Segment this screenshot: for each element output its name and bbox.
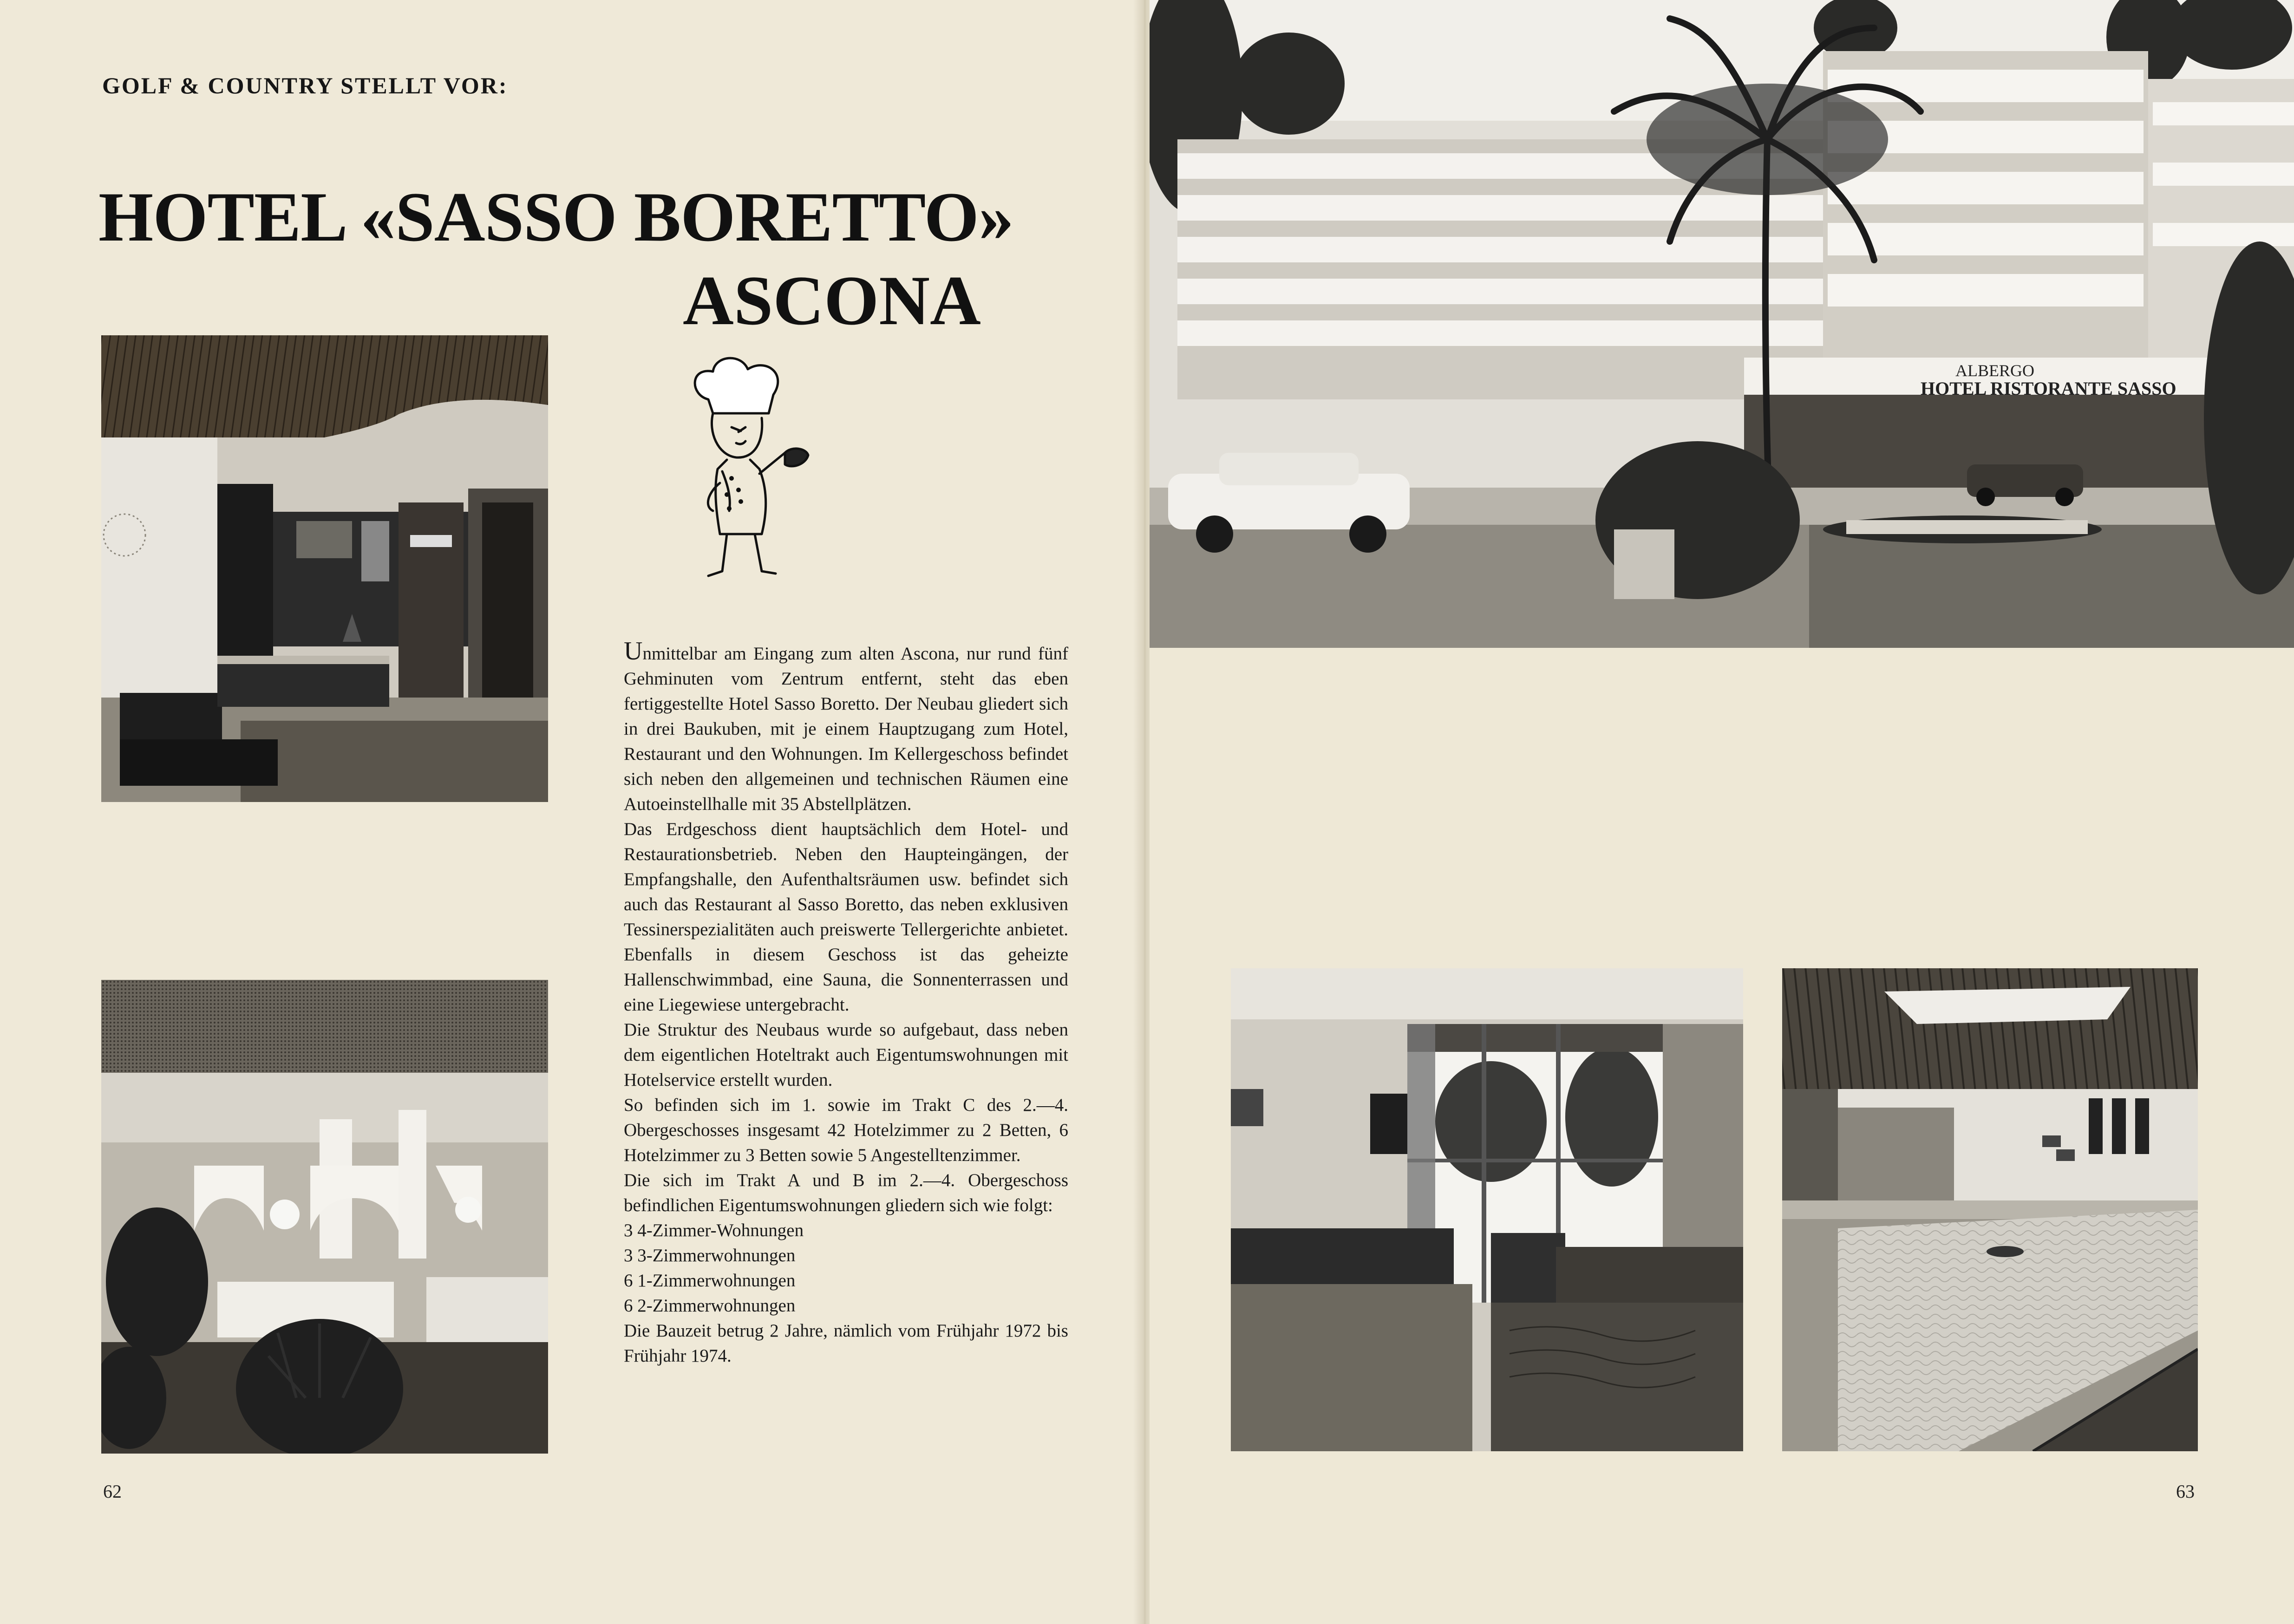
paragraph: Die Struktur des Neubaus wurde so aufgebaut, dass neben dem eigentlichen Hoteltrakt auch Eigentumswohnungen mit Hotelservice erstellt wurden. [624, 1020, 1068, 1090]
page-title: HOTEL «SASSO BORETTO» [98, 178, 1013, 256]
page-number: 63 [2176, 1481, 2195, 1502]
list-item: 6 2-Zimmerwohnungen [624, 1296, 796, 1316]
photo-indoor-pool [1782, 968, 2198, 1451]
kicker: GOLF & COUNTRY STELLT VOR: [102, 72, 508, 98]
paragraph: So befinden sich im 1. sowie im Trakt C des 2.—4. Obergeschosses insgesamt 42 Hotelzimmer zu 2 Betten, 6 Hotelzimmer zu 3 Betten sowie 5 Angestelltenzimmer. [624, 1095, 1068, 1165]
paragraph: Die sich im Trakt A und B im 2.—4. Obergeschoss befindlichen Eigentumswohnungen gliedern sich wie folgt: [624, 1170, 1068, 1215]
photo-hotel-bedroom [1231, 968, 1743, 1451]
right-page [1150, 0, 2294, 1624]
drop-letter: U [624, 637, 643, 665]
list-item: 6 1-Zimmerwohnungen [624, 1271, 796, 1291]
chef-icon [676, 353, 815, 594]
paragraph: Das Erdgeschoss dient hauptsächlich dem Hotel- und Restaurationsbetrieb. Neben den Haupteingängen, der Empfangshalle, den Aufenthaltsräumen usw. befindet sich auch das Restaurant al Sasso Boretto, das neben exklusiven Tessinerspezialitäten auch preiswerte Tellergerichte anbietet. Ebenfalls in diesem Geschoss ist das geheizte Hallenschwimmbad, eine Sauna, die Sonnenterrassen und eine Liegewiese untergebracht. [624, 819, 1068, 1015]
list-item: 3 3-Zimmerwohnungen [624, 1246, 796, 1265]
paragraph: Die Bauzeit betrug 2 Jahre, nämlich vom Frühjahr 1972 bis Frühjahr 1974. [624, 1321, 1068, 1366]
article-body [624, 639, 1068, 1369]
page-title-location: ASCONA [683, 261, 981, 339]
list-item: 3 4-Zimmer-Wohnungen [624, 1220, 804, 1240]
page-number: 62 [103, 1481, 122, 1502]
photo-hotel-exterior [1150, 0, 2294, 648]
hotel-sign: HOTEL RISTORANTE SASSO [1921, 378, 2176, 399]
photo-reception-lobby [101, 335, 548, 802]
left-page [0, 0, 1143, 1624]
photo-restaurant [101, 980, 548, 1454]
paragraph: Unmittelbar am Eingang zum alten Ascona, nur rund fünf Gehminuten vom Zentrum entfernt, steht das eben fertiggestellte Hotel Sasso Boretto. Der Neubau gliedert sich in drei Baukuben, mit je einem Hauptzugang zum Hotel, Restaurant und den Wohnungen. Im Kellergeschoss befindet sich neben den allgemeinen und technischen Räumen eine Autoeinstellhalle mit 35 Abstellplätzen. [624, 637, 1068, 814]
hotel-sign-top: ALBERGO [1955, 361, 2034, 380]
